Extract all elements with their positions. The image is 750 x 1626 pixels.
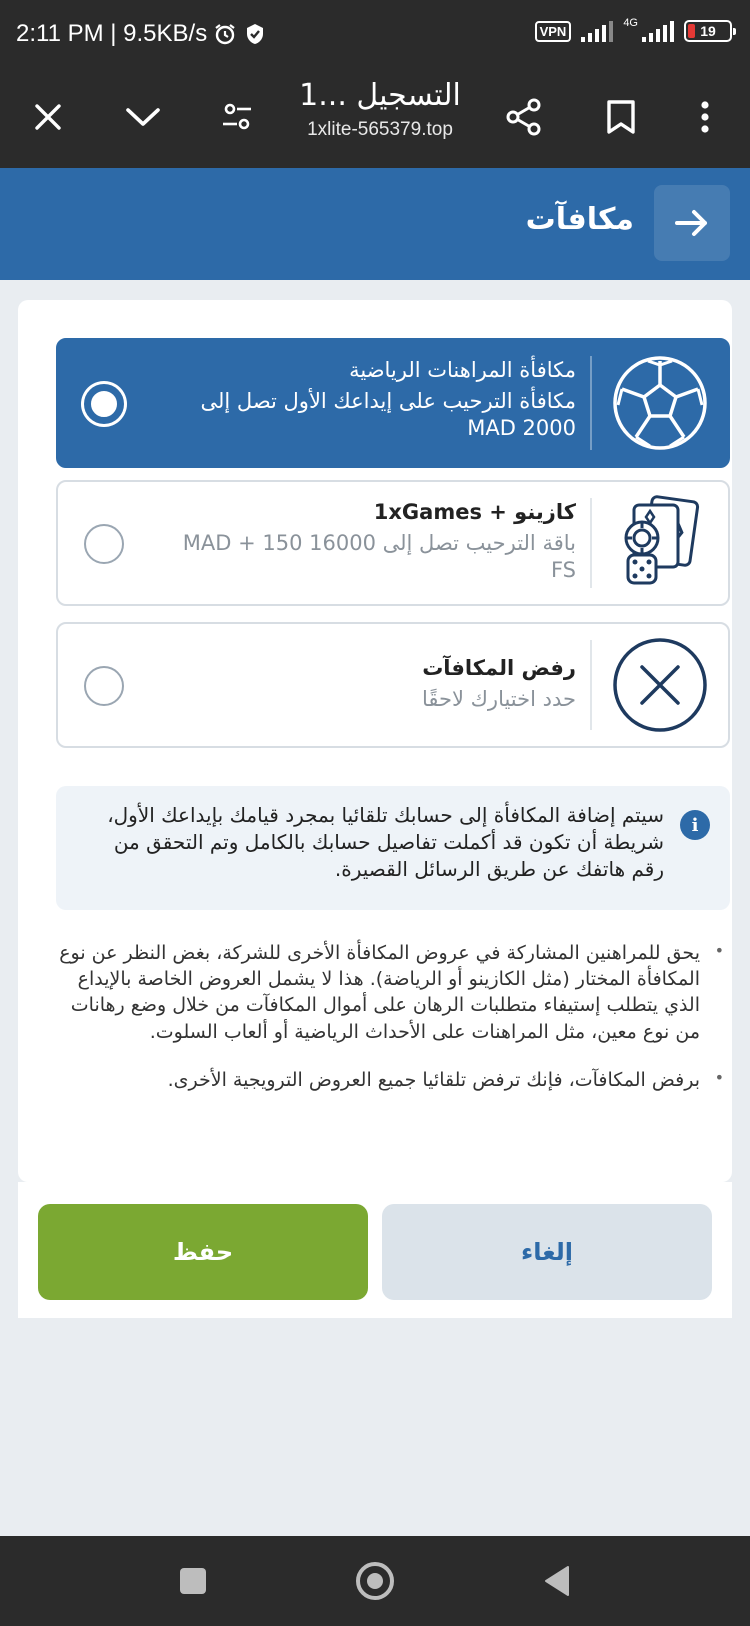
- status-bar: [0, 0, 750, 70]
- option-separator: [590, 640, 592, 730]
- battery-level: 19: [700, 23, 716, 39]
- browser-toolbar: [0, 70, 750, 168]
- shield-check-icon: [243, 22, 267, 46]
- back-button[interactable]: [654, 185, 730, 261]
- status-time-speed: [16, 20, 267, 48]
- option-title: رفض المكافآت: [422, 656, 576, 680]
- close-icon: [32, 101, 64, 133]
- option-text: [154, 358, 576, 443]
- home-button[interactable]: [352, 1558, 398, 1604]
- browser-title-area[interactable]: [270, 78, 490, 141]
- note-item: • يحق للمراهنين المشاركة في عروض المكافأة الأخرى للشركة، بغض النظر عن نوع المكافأة المختار (مثل الكازينو أو الرياضة). هذا لا يشمل العروض الخاصة بالإيداع الذي يتطلب إستيفاء متطلبات الرهان على أموال المكافآت من خلال وضع رهانات من نوع معين، مثل المراهنات على الأحداث الرياضية أو ألعاب السلوت.: [56, 940, 730, 1045]
- more-icon: [700, 100, 710, 134]
- page-title: مكافآت: [525, 202, 634, 237]
- share-button[interactable]: [499, 92, 549, 142]
- option-title: مكافأة المراهنات الرياضية: [349, 358, 576, 382]
- bonus-option-casino[interactable]: [56, 480, 730, 606]
- bonus-card: [18, 300, 732, 1182]
- option-text: [154, 500, 576, 585]
- vpn-badge: VPN: [535, 21, 572, 42]
- browser-page-title: التسجيل ...1: [299, 78, 461, 113]
- back-nav-button[interactable]: [534, 1558, 580, 1604]
- cancel-x-icon: [610, 635, 710, 735]
- browser-url: 1xlite-565379.top: [307, 119, 453, 140]
- battery-icon: [684, 20, 732, 42]
- casino-cards-icon: [610, 493, 710, 593]
- signal-icon-2: [642, 20, 674, 42]
- arrow-right-icon: [674, 208, 710, 238]
- option-separator: [590, 356, 592, 450]
- page-settings-button[interactable]: [212, 92, 262, 142]
- option-radio[interactable]: [84, 666, 124, 706]
- option-title: كازينو + 1xGames: [373, 500, 576, 524]
- save-button[interactable]: حفظ: [38, 1204, 368, 1300]
- option-separator: [590, 498, 592, 588]
- bonus-option-sports[interactable]: [56, 338, 730, 468]
- info-icon: i: [680, 810, 710, 840]
- footer-actions: [18, 1182, 732, 1318]
- note-item: • برفض المكافآت، فإنك ترفض تلقائيا جميع العروض الترويجية الأخرى.: [56, 1067, 730, 1093]
- square-icon: [178, 1566, 208, 1596]
- more-button[interactable]: [680, 92, 730, 142]
- option-text: [154, 656, 576, 713]
- alarm-icon: [213, 22, 237, 46]
- share-icon: [504, 97, 544, 137]
- page-header: [0, 168, 750, 280]
- recents-button[interactable]: [170, 1558, 216, 1604]
- cancel-button[interactable]: إلغاء: [382, 1204, 712, 1300]
- minimize-button[interactable]: [118, 92, 168, 142]
- info-text: سيتم إضافة المكافأة إلى حسابك تلقائيا بمجرد قيامك بإيداعك الأول، شريطة أن تكون قد أكملت تفاصيل حسابك بالكامل وتم التحقق من رقم هاتفك عن طريق الرسائل القصيرة.: [107, 803, 664, 881]
- chevron-down-icon: [124, 105, 162, 129]
- soccer-ball-icon-wrap: [592, 340, 728, 466]
- option-radio[interactable]: [84, 524, 124, 564]
- option-description: باقة الترحيب تصل إلى MAD + 150 16000 FS: [182, 531, 576, 583]
- signal-icon: [581, 20, 613, 42]
- casino-cards-icon-wrap: [592, 482, 728, 604]
- triangle-back-icon: [542, 1565, 572, 1597]
- bookmark-button[interactable]: [596, 92, 646, 142]
- home-circle-icon: [354, 1560, 396, 1602]
- status-time: 2:11 PM | 9.5KB/s: [16, 20, 208, 47]
- bookmark-icon: [606, 99, 636, 135]
- option-radio-selected[interactable]: [84, 384, 124, 424]
- close-button[interactable]: [23, 92, 73, 142]
- bonus-option-decline[interactable]: [56, 622, 730, 748]
- network-type: 4G: [623, 17, 638, 29]
- option-description: مكافأة الترحيب على إيداعك الأول تصل إلى MAD 2000: [200, 389, 576, 441]
- page-settings-icon: [220, 101, 254, 133]
- system-nav-bar: [0, 1536, 750, 1626]
- info-box: [56, 786, 730, 910]
- terms-notes: [56, 940, 730, 1115]
- cancel-x-icon-wrap: [592, 624, 728, 746]
- soccer-ball-icon: [610, 353, 710, 453]
- option-description: حدد اختيارك لاحقًا: [421, 687, 576, 711]
